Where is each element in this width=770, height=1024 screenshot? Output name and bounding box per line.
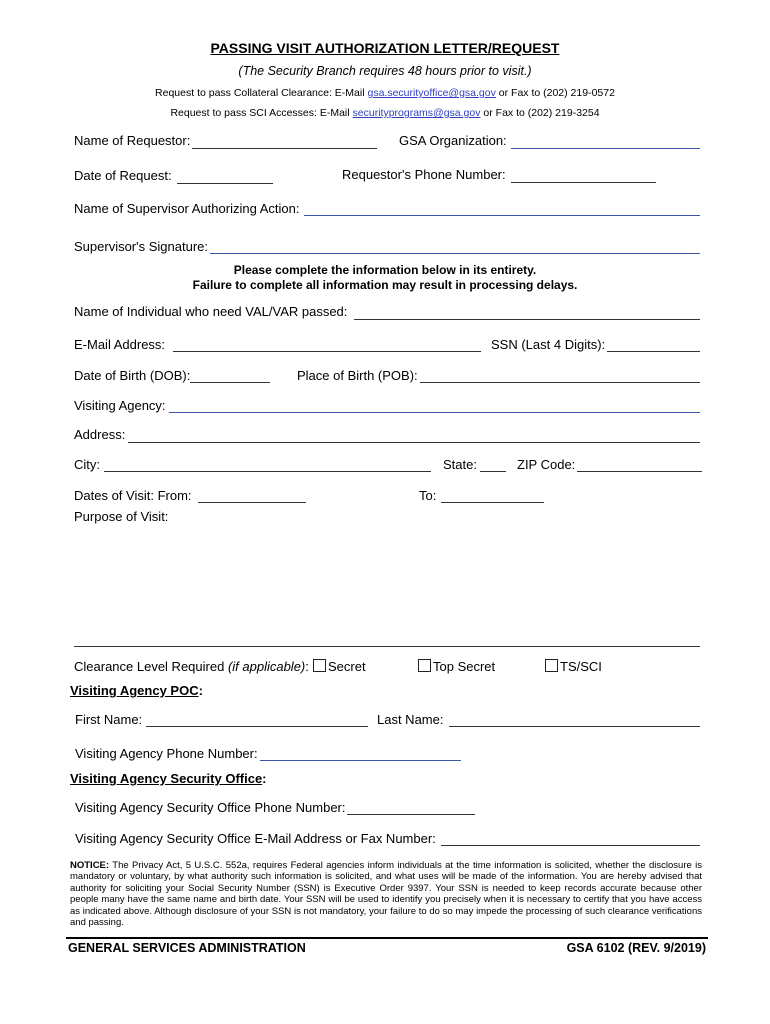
- individual-name-label: Name of Individual who need VAL/VAR passed:: [74, 304, 348, 319]
- state-field[interactable]: [480, 471, 506, 472]
- collateral-email-link[interactable]: gsa.securityoffice@gsa.gov: [367, 87, 496, 99]
- requestor-name-field[interactable]: [192, 148, 377, 149]
- sci-email-link[interactable]: securityprograms@gsa.gov: [352, 107, 481, 119]
- clearance-level-label: Clearance Level Required (if applicable):: [74, 659, 309, 674]
- visit-to-date-field[interactable]: [441, 502, 544, 503]
- purpose-of-visit-label: Purpose of Visit:: [74, 509, 169, 524]
- poc-first-name-label: First Name:: [75, 712, 143, 727]
- requestor-phone-label: Requestor's Phone Number:: [342, 167, 506, 182]
- gsa-organization-field[interactable]: [511, 148, 700, 149]
- requestor-phone-field[interactable]: [511, 182, 656, 183]
- instruction-line-2: Failure to complete all information may result in processing delays.: [192, 278, 578, 292]
- instruction-line-1: Please complete the information below in its entirety.: [233, 263, 537, 277]
- email-address-field[interactable]: [173, 351, 481, 352]
- dob-field[interactable]: [190, 382, 270, 383]
- date-of-request-label: Date of Request:: [74, 168, 172, 183]
- form-title: PASSING VISIT AUTHORIZATION LETTER/REQUEST: [210, 40, 560, 56]
- footer-form-number: GSA 6102 (REV. 9/2019): [566, 941, 706, 955]
- security-office-phone-field[interactable]: [347, 814, 475, 815]
- ssn-label: SSN (Last 4 Digits):: [491, 337, 606, 352]
- dates-of-visit-from-label: Dates of Visit: From:: [74, 488, 192, 503]
- ts-sci-checkbox[interactable]: [545, 659, 558, 672]
- supervisor-name-field[interactable]: [304, 215, 700, 216]
- form-subtitle: (The Security Branch requires 48 hours prior to visit.): [238, 64, 532, 78]
- email-address-label: E-Mail Address:: [74, 337, 166, 352]
- gsa-organization-label: GSA Organization:: [399, 133, 507, 148]
- zip-code-label: ZIP Code:: [517, 457, 576, 472]
- sci-request-line: Request to pass SCI Accesses: E-Mail securityprograms@gsa.gov or Fax to (202) 219-3254: [170, 107, 600, 119]
- individual-name-field[interactable]: [354, 319, 700, 320]
- zip-code-field[interactable]: [577, 471, 702, 472]
- address-field[interactable]: [128, 442, 700, 443]
- requestor-name-label: Name of Requestor:: [74, 133, 191, 148]
- city-label: City:: [74, 457, 100, 472]
- poc-phone-label: Visiting Agency Phone Number:: [75, 746, 258, 761]
- state-label: State:: [443, 457, 477, 472]
- date-of-request-field[interactable]: [177, 183, 273, 184]
- collateral-request-line: Request to pass Collateral Clearance: E-Mail gsa.securityoffice@gsa.gov or Fax to (202) 219-0572: [155, 87, 615, 99]
- secret-label: Secret: [328, 659, 366, 674]
- poc-last-name-label: Last Name:: [377, 712, 444, 727]
- visit-to-label: To:: [419, 488, 437, 503]
- pob-label: Place of Birth (POB):: [297, 368, 418, 383]
- purpose-of-visit-field[interactable]: [74, 646, 700, 647]
- city-field[interactable]: [104, 471, 431, 472]
- ssn-field[interactable]: [607, 351, 700, 352]
- poc-phone-field[interactable]: [260, 760, 461, 761]
- secret-checkbox[interactable]: [313, 659, 326, 672]
- visit-from-date-field[interactable]: [198, 502, 306, 503]
- supervisor-signature-label: Supervisor's Signature:: [74, 239, 208, 254]
- visiting-agency-field[interactable]: [169, 412, 700, 413]
- security-office-phone-label: Visiting Agency Security Office Phone Number:: [75, 800, 346, 815]
- visiting-agency-label: Visiting Agency:: [74, 398, 166, 413]
- poc-heading: Visiting Agency POC:: [70, 683, 203, 698]
- security-office-email-label: Visiting Agency Security Office E-Mail Address or Fax Number:: [75, 831, 436, 846]
- privacy-act-notice: NOTICE: The Privacy Act, 5 U.S.C. 552a, requires Federal agencies inform individuals at the time information is solicited, whether the disclosure is mandatory or voluntary, by what authority such information is solicited, and what uses will be made of the information. You are hereby advised that authority for soliciting your Social Security Number (SSN) is Executive Order 9397. Your SSN is needed to keep records accurate because other people many have the same name and birth date. Your SSN will be used to identify you precisely when it is necessary to certify that you have access as indicated above. Although disclosure of your SSN is not mandatory, your failure to do so may impede the processing of such clearance verifications and passing.: [70, 860, 702, 929]
- pob-field[interactable]: [420, 382, 700, 383]
- supervisor-name-label: Name of Supervisor Authorizing Action:: [74, 201, 300, 216]
- security-office-email-field[interactable]: [441, 845, 700, 846]
- top-secret-checkbox[interactable]: [418, 659, 431, 672]
- poc-first-name-field[interactable]: [146, 726, 368, 727]
- footer-divider: [66, 937, 708, 939]
- footer-agency-name: GENERAL SERVICES ADMINISTRATION: [68, 941, 306, 955]
- top-secret-label: Top Secret: [433, 659, 496, 674]
- dob-label: Date of Birth (DOB):: [74, 368, 191, 383]
- poc-last-name-field[interactable]: [449, 726, 700, 727]
- supervisor-signature-field[interactable]: [210, 253, 700, 254]
- security-office-heading: Visiting Agency Security Office:: [70, 771, 267, 786]
- ts-sci-label: TS/SCI: [560, 659, 602, 674]
- address-label: Address:: [74, 427, 126, 442]
